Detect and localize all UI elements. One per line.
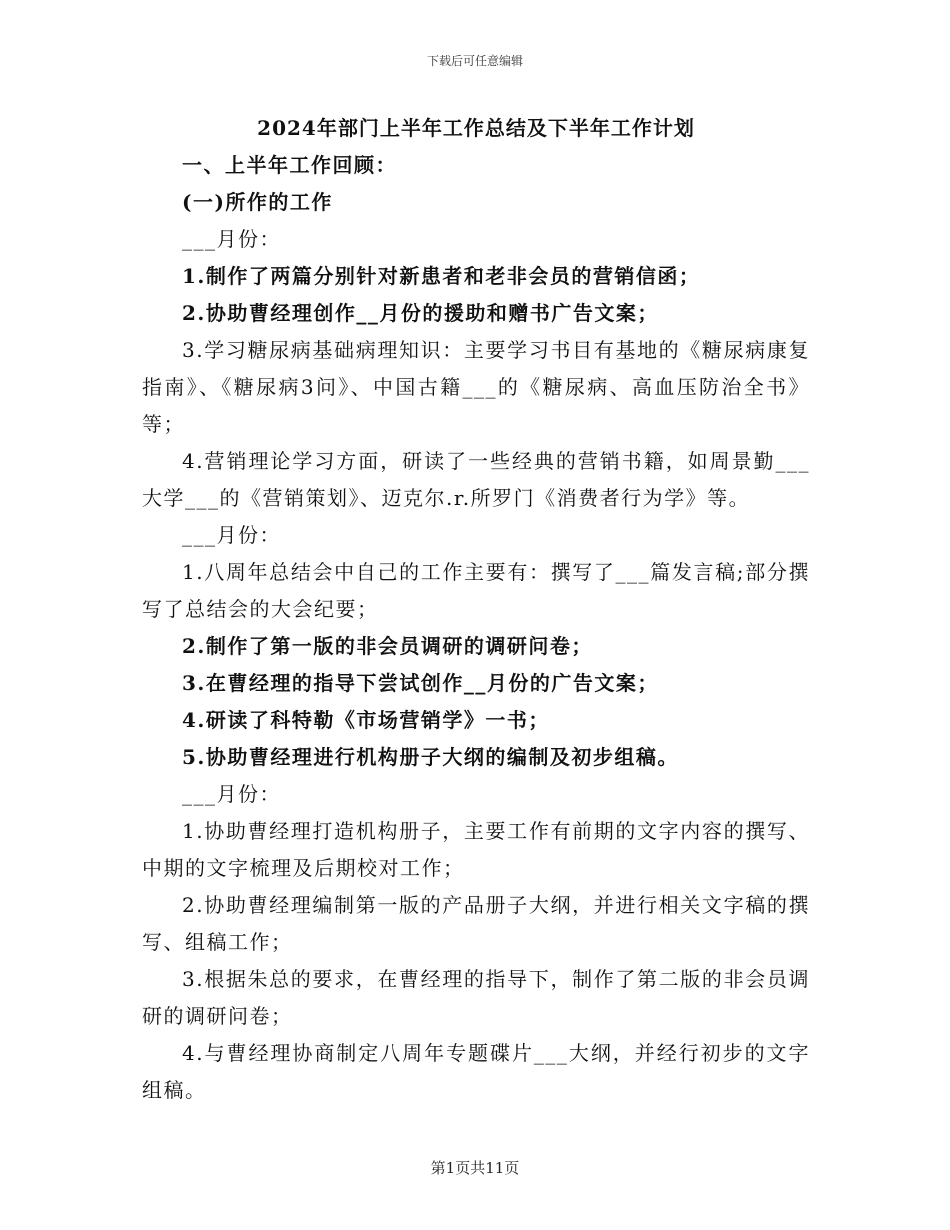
paragraph: 4.研读了科特勒《市场营销学》一书； [182,708,550,732]
paragraph: 1.八周年总结会中自己的工作主要有：撰写了___篇发言稿;部分撰写了总结会的大会纪要； [142,560,810,621]
paragraph: 2.协助曹经理编制第一版的产品册子大纲，并进行相关文字稿的撰写、组稿工作； [142,893,810,954]
paragraph: 一、上半年工作回顾： [182,153,397,177]
document-title: 2024年部门上半年工作总结及下半年工作计划 [257,116,695,140]
paragraph: 2.协助曹经理创作__月份的援助和赠书广告文案； [182,301,659,325]
paragraph: 5.协助曹经理进行机构册子大纲的编制及初步组稿。 [182,745,679,769]
paragraph: ___月份： [182,523,281,547]
paragraph: ___月份： [182,782,281,806]
document-body [142,113,810,1109]
paragraph: 1.制作了两篇分别针对新患者和老非会员的营销信函； [182,264,701,288]
paragraph: (一)所作的工作 [182,190,333,214]
paragraph: ___月份： [182,227,281,251]
paragraph: 4.与曹经理协商制定八周年专题碟片___大纲，并经行初步的文字组稿。 [142,1041,810,1102]
paragraph: 2.制作了第一版的非会员调研的调研问卷； [182,634,593,658]
paragraph: 3.在曹经理的指导下尝试创作__月份的广告文案； [182,671,659,695]
paragraph: 4.营销理论学习方面，研读了一些经典的营销书籍，如周景勤___大学___的《营销策划》、迈克尔.r.所罗门《消费者行为学》等。 [142,449,810,510]
paragraph: 3.根据朱总的要求，在曹经理的指导下，制作了第二版的非会员调研的调研问卷； [142,967,810,1028]
page-footer: 第1页共11页 [430,1159,520,1177]
paragraph: 3.学习糖尿病基础病理知识：主要学习书目有基地的《糖尿病康复指南》、《糖尿病3问》、中国古籍___的《糖尿病、高血压防治全书》等； [142,338,810,436]
paragraph: 1.协助曹经理打造机构册子，主要工作有前期的文字内容的撰写、中期的文字梳理及后期校对工作； [142,819,810,880]
page-header: 下载后可任意编辑 [426,54,523,68]
paragraph-list [142,147,810,1109]
